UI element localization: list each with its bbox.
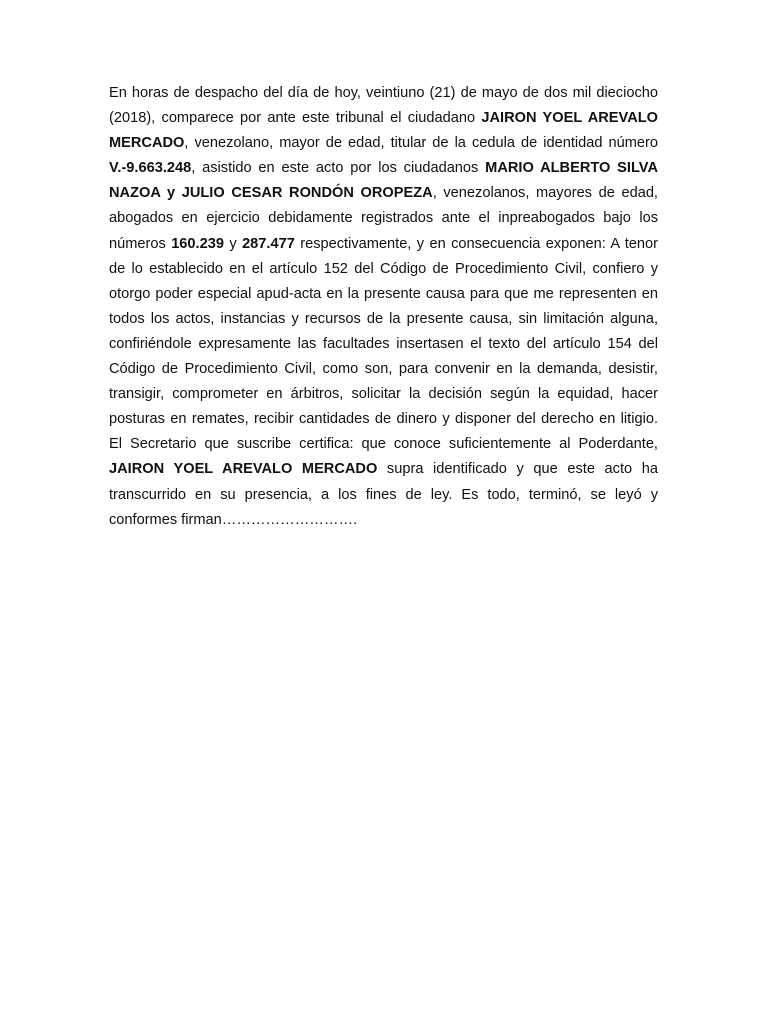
text-segment: respectivamente, y en consecuencia exponen: A tenor de lo establecido en el artículo 152 del Código de Procedimiento Civil, confiero y otorgo poder especial apud-acta en la presente causa para que me representen en todos los actos, instancias y recursos de la presente causa, sin limitación alguna, confiriéndole expresamente las facultades insertasen el texto del artículo 154 del Código de Procedimiento Civil, como son, para convenir en la demanda, desistir, transigir, comprometer en árbitros, solicitar la decisión según la equidad, hacer posturas en remates, recibir cantidades de dinero y disponer del derecho en litigio. El Secretario que suscribe certifica: que conoce suficientemente al Poderdante, — [109, 235, 658, 453]
grantor-name: JAIRON YOEL AREVALO MERCADO — [109, 461, 378, 478]
id-number: V.-9.663.248 — [109, 160, 192, 177]
text-segment: , asistido en este acto por los ciudadanos — [191, 160, 486, 177]
document-paragraph — [109, 81, 658, 533]
text-segment: , venezolano, mayor de edad, titular de la cedula de identidad número — [184, 135, 658, 152]
registration-number-1: 160.239 — [171, 235, 224, 252]
text-segment: , venezolanos, mayores de edad, abogados en ejercicio debidamente registrados ante el inpreabogados bajo los números — [109, 185, 658, 252]
text-segment: y — [223, 235, 243, 252]
registration-number-2: 287.477 — [242, 235, 295, 252]
text-segment: En horas de despacho del día de hoy, veintiuno (21) de mayo de dos mil dieciocho (2018), comparece por ante este tribunal el ciudadano — [109, 85, 658, 127]
lawyer-names: MARIO ALBERTO SILVA NAZOA y JULIO CESAR RONDÓN OROPEZA — [109, 160, 658, 202]
text-segment: supra identificado y que este acto ha transcurrido en su presencia, a los fines de ley. Es todo, terminó, se leyó y conformes firman………………………. — [109, 461, 658, 528]
citizen-name: JAIRON YOEL AREVALO MERCADO — [109, 110, 658, 152]
